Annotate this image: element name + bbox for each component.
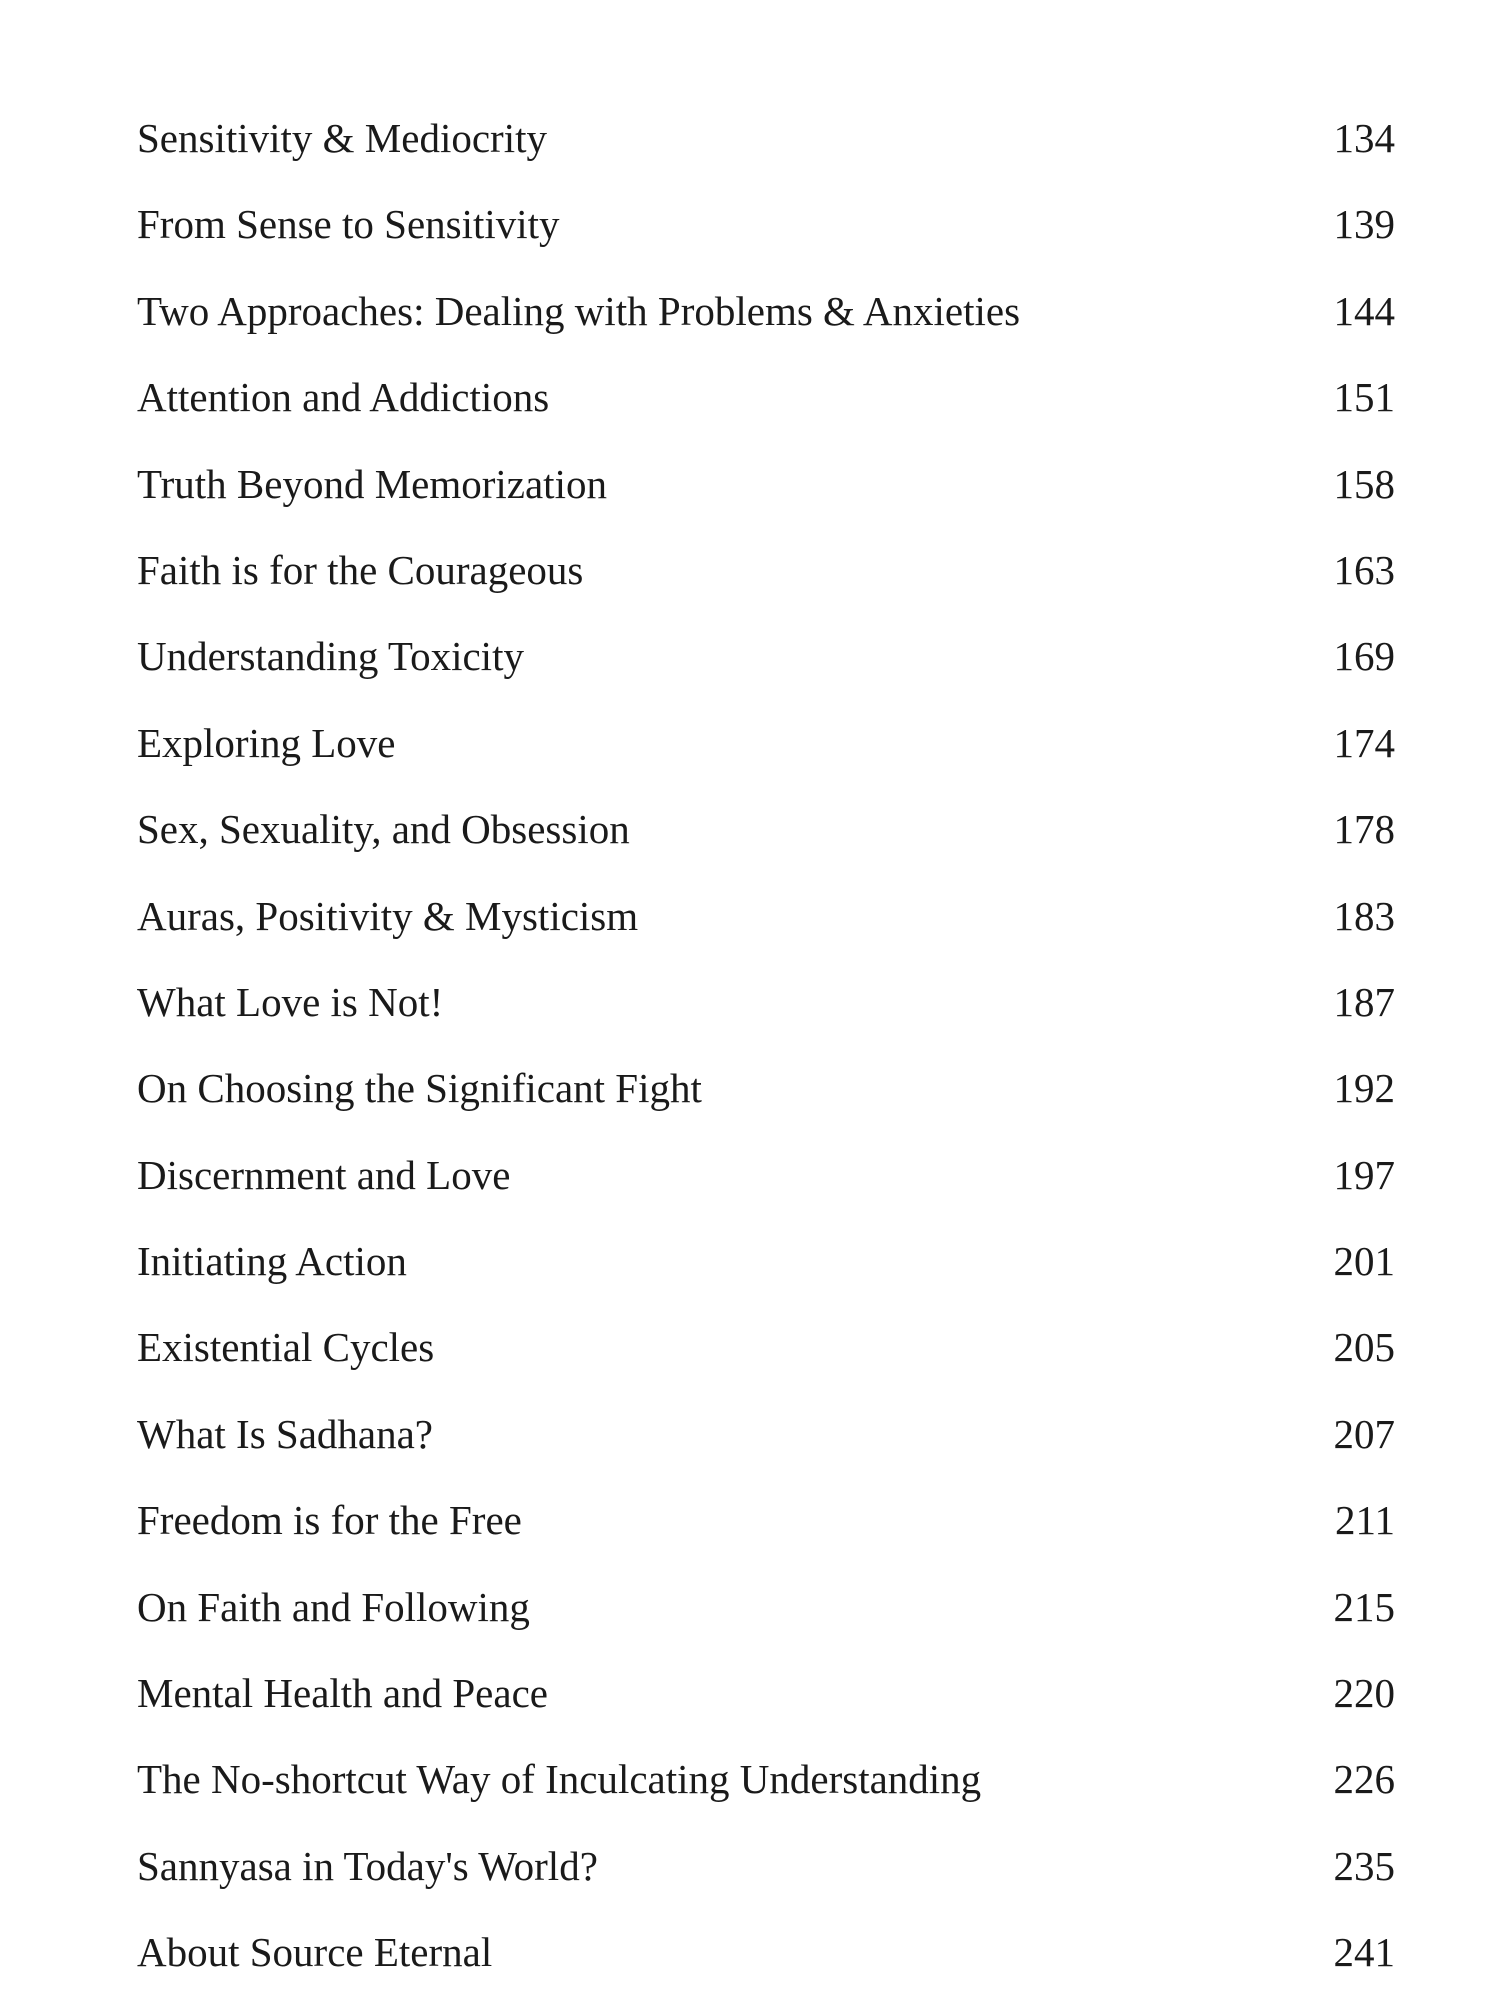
toc-entry-page: 178: [1333, 806, 1395, 853]
toc-entry[interactable]: [137, 544, 1395, 630]
toc-entry[interactable]: [137, 1149, 1395, 1235]
toc-entry-page: 134: [1333, 115, 1395, 161]
toc-entry-title: About Source Eternal: [137, 1929, 493, 1976]
toc-entry-page: 144: [1333, 287, 1395, 334]
toc-entry-title: Faith is for the Courageous: [137, 546, 584, 593]
toc-entry[interactable]: [137, 1408, 1395, 1494]
toc-entry-page: 201: [1333, 1238, 1395, 1285]
toc-entry-title: From Sense to Sensitivity: [137, 201, 560, 248]
toc-entry-title: On Faith and Following: [137, 1583, 530, 1630]
toc-entry-page: 158: [1333, 460, 1395, 507]
toc-entry-page: 174: [1333, 719, 1395, 766]
toc-entry[interactable]: [137, 1753, 1395, 1839]
toc-entry[interactable]: [137, 198, 1395, 284]
toc-entry-title: Sensitivity & Mediocrity: [137, 115, 547, 161]
toc-entry-title: Sex, Sexuality, and Obsession: [137, 806, 630, 853]
toc-entry-title: Exploring Love: [137, 719, 396, 766]
toc-entry-page: 241: [1333, 1929, 1395, 1976]
toc-entry-page: 192: [1333, 1065, 1395, 1112]
toc-entry-page: 226: [1333, 1756, 1395, 1803]
toc-entry-title: Initiating Action: [137, 1238, 407, 1285]
toc-entry[interactable]: [137, 1235, 1395, 1321]
toc-entry-page: 205: [1333, 1324, 1395, 1371]
toc-entry[interactable]: [137, 1840, 1395, 1926]
toc-entry-page: 183: [1333, 892, 1395, 939]
toc-entry[interactable]: [137, 630, 1395, 716]
toc-entry[interactable]: [137, 890, 1395, 976]
toc-entry-title: Sannyasa in Today's World?: [137, 1842, 598, 1889]
toc-entry-title: On Choosing the Significant Fight: [137, 1065, 702, 1112]
toc-entry-title: Existential Cycles: [137, 1324, 435, 1371]
toc-entry[interactable]: [137, 717, 1395, 803]
toc-entry[interactable]: [137, 1494, 1395, 1580]
toc-entry-page: 235: [1333, 1842, 1395, 1889]
toc-entry[interactable]: [137, 458, 1395, 544]
toc-entry-title: Auras, Positivity & Mysticism: [137, 892, 639, 939]
toc-entry-title: Freedom is for the Free: [137, 1497, 522, 1544]
table-of-contents: [137, 112, 1395, 2013]
toc-entry-page: 220: [1333, 1670, 1395, 1717]
toc-entry-page: 197: [1333, 1151, 1395, 1198]
toc-entry[interactable]: [137, 803, 1395, 889]
toc-entry-page: 211: [1335, 1497, 1395, 1544]
toc-entry[interactable]: [137, 371, 1395, 457]
toc-entry-title: What Is Sadhana?: [137, 1410, 433, 1457]
toc-entry[interactable]: [137, 1062, 1395, 1148]
toc-entry-title: What Love is Not!: [137, 978, 444, 1025]
toc-entry-title: Truth Beyond Memorization: [137, 460, 607, 507]
toc-entry[interactable]: [137, 976, 1395, 1062]
toc-entry[interactable]: [137, 1581, 1395, 1667]
toc-entry-page: 151: [1333, 374, 1395, 421]
toc-entry-page: 169: [1333, 633, 1395, 680]
toc-entry-page: 139: [1333, 201, 1395, 248]
toc-entry[interactable]: [137, 1321, 1395, 1407]
toc-entry-page: 187: [1333, 978, 1395, 1025]
toc-entry-title: Mental Health and Peace: [137, 1670, 548, 1717]
toc-entry-page: 215: [1333, 1583, 1395, 1630]
toc-entry-page: 207: [1333, 1410, 1395, 1457]
toc-entry-title: Discernment and Love: [137, 1151, 511, 1198]
toc-entry-title: Two Approaches: Dealing with Problems & Anxieties: [137, 287, 1021, 334]
toc-entry-title: Attention and Addictions: [137, 374, 550, 421]
toc-entry[interactable]: [137, 285, 1395, 371]
toc-entry-title: Understanding Toxicity: [137, 633, 524, 680]
toc-entry-page: 163: [1333, 546, 1395, 593]
toc-entry[interactable]: [137, 112, 1395, 198]
toc-entry[interactable]: [137, 1667, 1395, 1753]
toc-entry-title: The No-shortcut Way of Inculcating Understanding: [137, 1756, 982, 1803]
